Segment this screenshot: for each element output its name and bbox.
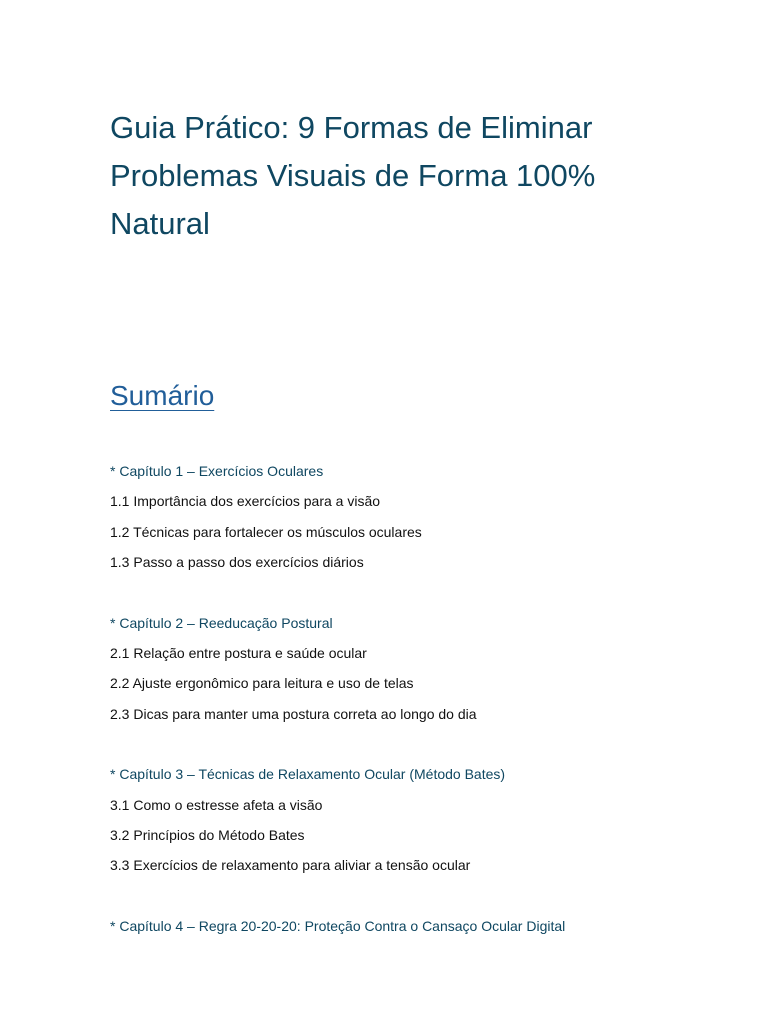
chapter-title: * Capítulo 3 – Técnicas de Relaxamento Ocular (Método Bates) <box>110 766 506 783</box>
chapter-title: * Capítulo 1 – Exercícios Oculares <box>110 463 324 479</box>
toc-item: 1.3 Passo a passo dos exercícios diários <box>110 553 364 570</box>
toc-item: 3.1 Como o estresse afeta a visão <box>110 796 323 813</box>
toc-heading-link[interactable]: Sumário <box>110 380 215 411</box>
toc-chapter-2 <box>110 608 730 729</box>
document-title: Guia Prático: 9 Formas de Eliminar Problemas Visuais de Forma 100% Natural <box>110 110 596 241</box>
toc-item: 2.1 Relação entre postura e saúde ocular <box>110 644 367 661</box>
toc-item: 3.2 Princípios do Método Bates <box>110 826 305 843</box>
toc-chapter-1 <box>110 456 730 577</box>
chapter-title: * Capítulo 2 – Reeducação Postural <box>110 614 333 631</box>
toc-item: 2.3 Dicas para manter uma postura correta ao longo do dia <box>110 705 477 722</box>
toc-item: 2.2 Ajuste ergonômico para leitura e uso de telas <box>110 675 414 692</box>
toc-item: 1.2 Técnicas para fortalecer os músculos oculares <box>110 523 422 540</box>
toc-chapter-4 <box>110 911 730 941</box>
toc-chapter-3 <box>110 759 730 880</box>
chapter-title: * Capítulo 4 – Regra 20-20-20: Proteção Contra o Cansaço Ocular Digital <box>110 918 566 935</box>
toc-item: 1.1 Importância dos exercícios para a visão <box>110 493 381 510</box>
table-of-contents <box>110 456 730 972</box>
toc-item: 3.3 Exercícios de relaxamento para aliviar a tensão ocular <box>110 857 471 874</box>
